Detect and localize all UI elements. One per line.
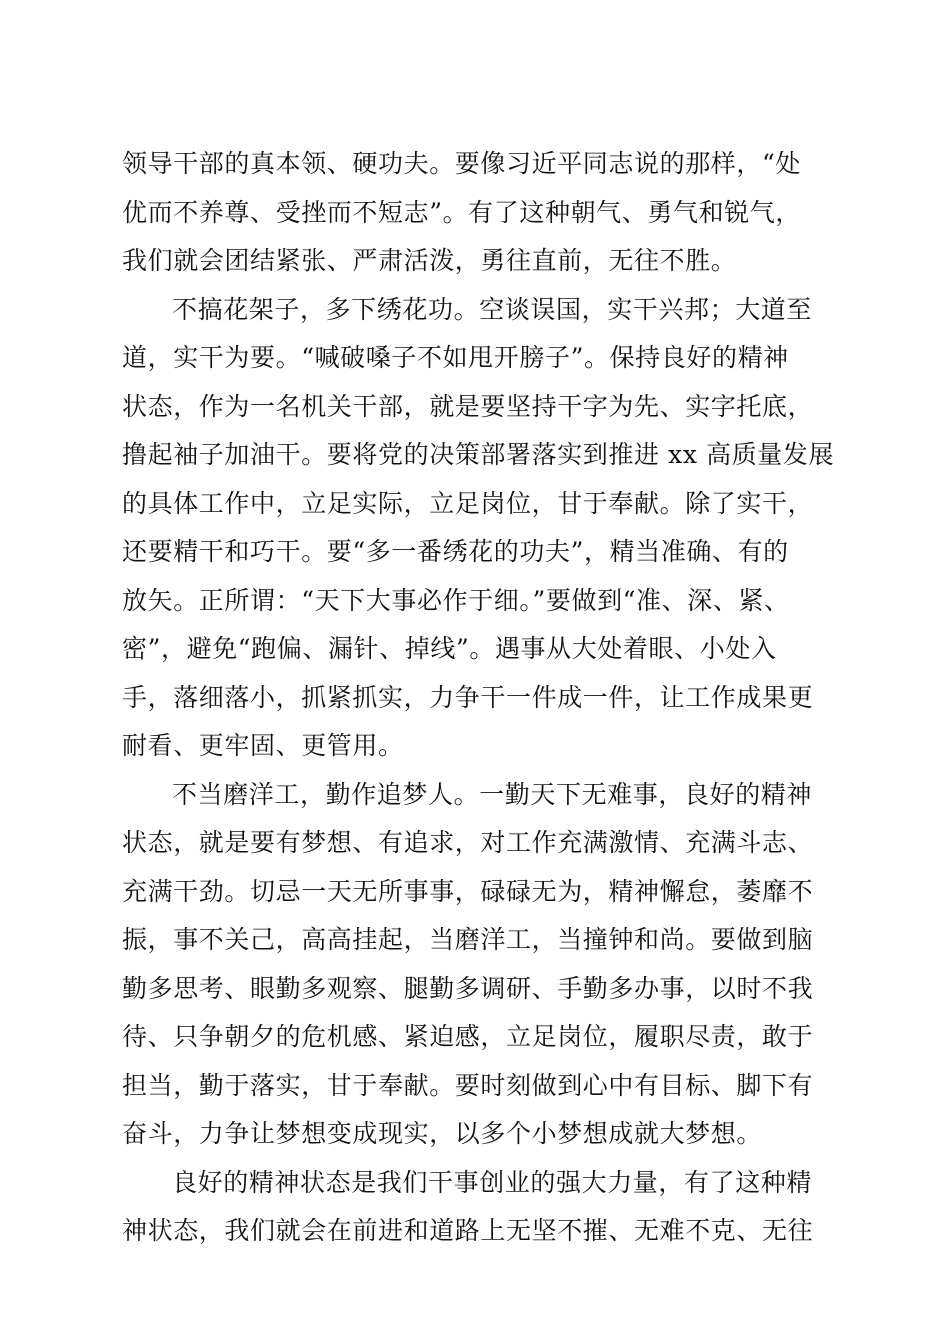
- text-line: 神状态，我们就会在前进和道路上无坚不摧、无难不克、无往: [122, 1216, 814, 1245]
- text-line: 振，事不关己，高高挂起，当磨洋工，当撞钟和尚。要做到脑: [122, 925, 814, 954]
- text-line: 我们就会团结紧张、严肃活泼，勇往直前，无往不胜。: [122, 246, 737, 275]
- text-line: 耐看、更牢固、更管用。: [122, 731, 404, 760]
- text-line: 的具体工作中，立足实际，立足岗位，甘于奉献。除了实干，: [122, 488, 814, 518]
- text-line: 状态，就是要有梦想、有追求，对工作充满激情、充满斗志、: [122, 828, 814, 857]
- text-line: 密”，避免“跑偏、漏针、掉线”。遇事从大处着眼、小处入: [122, 634, 777, 663]
- text-line: 状态，作为一名机关干部，就是要坚持干字为先、实字托底，: [122, 391, 814, 421]
- text-line: 道，实干为要。“喊破嗓子不如甩开膀子”。保持良好的精神: [122, 343, 789, 372]
- text-line: 撸起袖子加油干。要将党的决策部署落实到推进 xx 高质量发展: [122, 440, 835, 469]
- text-line: 担当，勤于落实，甘于奉献。要时刻做到心中有目标、脚下有: [122, 1070, 814, 1100]
- paragraph-first-line: 良好的精神状态是我们干事创业的强大力量，有了这种精: [172, 1167, 813, 1197]
- text-line: 充满干劲。切忌一天无所事事，碌碌无为，精神懈怠，萎靡不: [122, 876, 814, 906]
- text-line: 还要精干和巧干。要“多一番绣花的功夫”，精当准确、有的: [122, 537, 789, 566]
- text-line: 优而不养尊、受挫而不短志”。有了这种朝气、勇气和锐气，: [122, 197, 801, 227]
- text-line: 领导干部的真本领、硬功夫。要像习近平同志说的那样，“处: [122, 149, 801, 178]
- text-line: 勤多思考、眼勤多观察、腿勤多调研、手勤多办事，以时不我: [122, 973, 814, 1003]
- text-line: 放矢。正所谓：“天下大事必作于细。”要做到“准、深、紧、: [122, 585, 790, 615]
- paragraph-first-line: 不搞花架子，多下绣花功。空谈误国，实干兴邦；大道至: [172, 294, 813, 324]
- text-line: 待、只争朝夕的危机感、紧迫感，立足岗位，履职尽责，敢于: [122, 1022, 814, 1051]
- paragraph-first-line: 不当磨洋工，勤作追梦人。一勤天下无难事，良好的精神: [172, 779, 813, 809]
- text-line: 奋斗，力争让梦想变成现实，以多个小梦想成就大梦想。: [122, 1119, 763, 1148]
- text-line: 手，落细落小，抓紧抓实，力争干一件成一件，让工作成果更: [122, 682, 814, 712]
